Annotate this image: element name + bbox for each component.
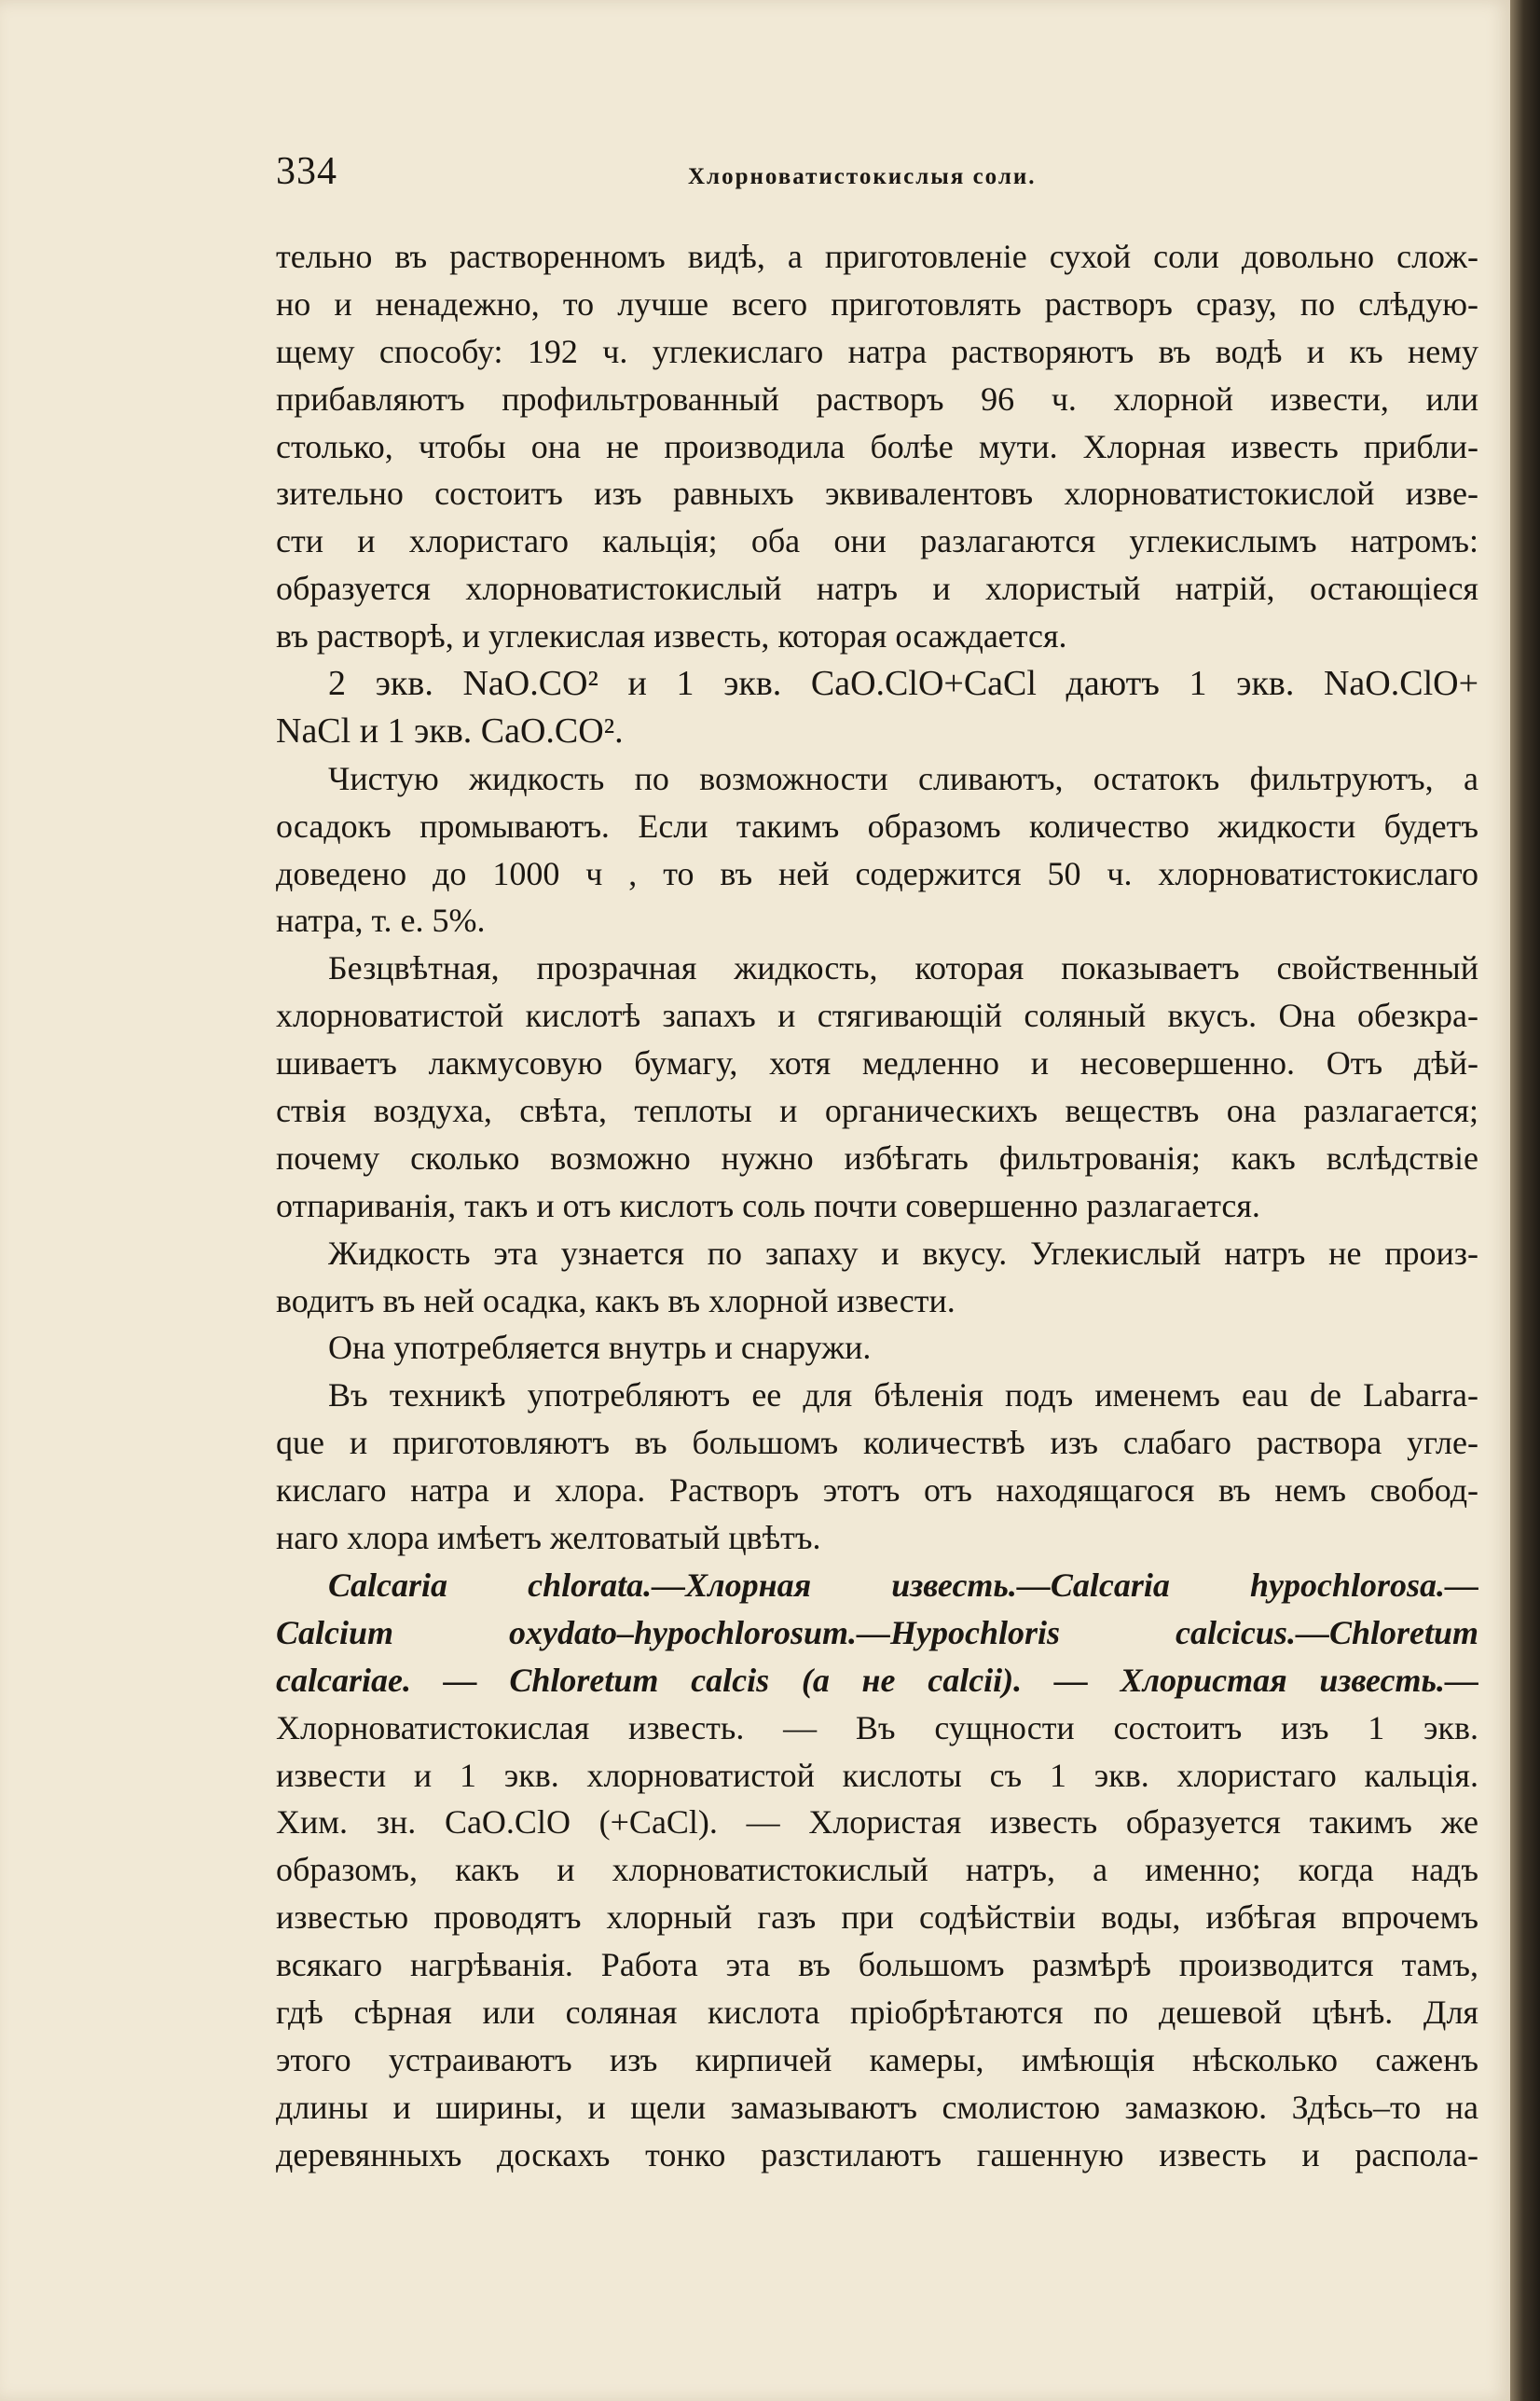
- text-line: извести и 1 экв. хлорноватистой кислоты съ 1 экв. хлористаго кальція.: [276, 1756, 1478, 1794]
- text-line: хлорноватистой кислотѣ запахъ и стягивающій соляный вкусъ. Она обезкра-: [276, 997, 1478, 1035]
- text-line: но и ненадежно, то лучше всего приготовлять растворъ сразу, по слѣдую-: [276, 284, 1478, 323]
- book-spine-shadow: [1510, 0, 1540, 2401]
- text-line: столько, чтобы она не производила болѣе мути. Хлорная известь прибли-: [276, 427, 1478, 465]
- text-line: шиваетъ лакмусовую бумагу, хотя медленно и несовершенно. Отъ дѣй-: [276, 1044, 1478, 1083]
- text-line: кислаго натра и хлора. Растворъ этотъ отъ находящагося въ немъ свобод-: [276, 1471, 1478, 1510]
- page-number: 334: [276, 150, 337, 193]
- text-line: всякаго нагрѣванія. Работа эта въ большомъ размѣрѣ производится тамъ,: [276, 1946, 1478, 1984]
- formula-line: 2 экв. NaO.CO² и 1 экв. CaO.ClO+CaCl даютъ 1 экв. NaO.ClO+: [328, 664, 1478, 704]
- heading-line: Calcium oxydato–hypochlorosum.—Hypochloris calcicus.—Chloretum: [276, 1613, 1478, 1651]
- text-line: сти и хлористаго кальція; оба они разлагаются углекислымъ натромъ:: [276, 522, 1478, 560]
- text-line: длины и ширины, и щели замазываютъ смолистою замазкою. Здѣсь–то на: [276, 2088, 1478, 2126]
- body-text: [276, 233, 1478, 2179]
- text-line: тельно въ растворенномъ видѣ, а приготовленіе сухой соли довольно слож-: [276, 238, 1478, 275]
- text-line: щему способу: 192 ч. углекислаго натра растворяютъ въ водѣ и къ нему: [276, 332, 1478, 370]
- text-line: доведено до 1000 ч , то въ ней содержится 50 ч. хлорноватистокислаго: [276, 854, 1478, 892]
- text-line: осадокъ промываютъ. Если такимъ образомъ количество жидкости будетъ: [276, 807, 1478, 845]
- text-line: que и приготовляютъ въ большомъ количествѣ изъ слабаго раствора угле-: [276, 1424, 1478, 1462]
- text-line: Хлорноватистокислая известь. — Въ сущности состоитъ изъ 1 экв.: [276, 1708, 1478, 1746]
- text-line: Жидкость эта узнается по запаху и вкусу. Углекислый натръ не произ-: [328, 1234, 1478, 1272]
- text-line: отпариванія, такъ и отъ кислотъ соль почти совершенно разлагается.: [276, 1186, 1260, 1224]
- text-line: почему сколько возможно нужно избѣгать фильтрованія; какъ вслѣдствіе: [276, 1138, 1478, 1177]
- text-line: Въ техникѣ употребляютъ ее для бѣленія подъ именемъ eau de Labarra-: [328, 1376, 1478, 1414]
- text-line: наго хлора имѣетъ желтоватый цвѣтъ.: [276, 1519, 821, 1557]
- text-line: этого устраиваютъ изъ кирпичей камеры, имѣющія нѣсколько саженъ: [276, 2040, 1478, 2078]
- text-line: Чистую жидкость по возможности сливаютъ, остатокъ фильтруютъ, а: [328, 759, 1478, 797]
- text-line: деревянныхъ доскахъ тонко разстилаютъ гашенную известь и распола-: [276, 2135, 1478, 2173]
- text-line: зительно состоитъ изъ равныхъ эквивалентовъ хлорноватистокислой изве-: [276, 475, 1478, 513]
- text-line: Она употребляется внутрь и снаружи.: [328, 1329, 872, 1367]
- heading-line: calcariae. — Chloretum calcis (а не calcii). — Хлористая известь.—: [276, 1661, 1478, 1699]
- text-line: Хим. зн. CaO.ClO (+CaCl). — Хлористая известь образуется такимъ же: [276, 1803, 1478, 1842]
- text-line: натра, т. е. 5%.: [276, 902, 486, 940]
- running-title: Хлорноватистокислыя соли.: [688, 164, 1037, 189]
- text-line: прибавляютъ профильтрованный растворъ 96 ч. хлорной извести, или: [276, 379, 1478, 418]
- text-line: образуется хлорноватистокислый натръ и хлористый натрій, остающіеся: [276, 570, 1478, 608]
- text-line: гдѣ сѣрная или соляная кислота пріобрѣтаются по дешевой цѣнѣ. Для: [276, 1993, 1478, 2031]
- text-line: водитъ въ ней осадка, какъ въ хлорной извести.: [276, 1281, 956, 1319]
- text-line: Безцвѣтная, прозрачная жидкость, которая показываетъ свойственный: [328, 949, 1478, 987]
- heading-line: Calcaria chlorata.—Хлорная известь.—Calcaria hypochlorosa.—: [328, 1566, 1478, 1604]
- text-line: образомъ, какъ и хлорноватистокислый натръ, а именно; когда надъ: [276, 1851, 1478, 1889]
- text-line: въ растворѣ, и углекислая известь, которая осаждается.: [276, 617, 1067, 655]
- text-line: ствія воздуха, свѣта, теплоты и органическихъ веществъ она разлагается;: [276, 1092, 1478, 1130]
- formula-line: NaCl и 1 экв. CaO.CO².: [276, 711, 624, 751]
- text-line: известью проводятъ хлорный газъ при содѣйствіи воды, избѣгая впрочемъ: [276, 1898, 1478, 1937]
- page-header: [276, 149, 1478, 205]
